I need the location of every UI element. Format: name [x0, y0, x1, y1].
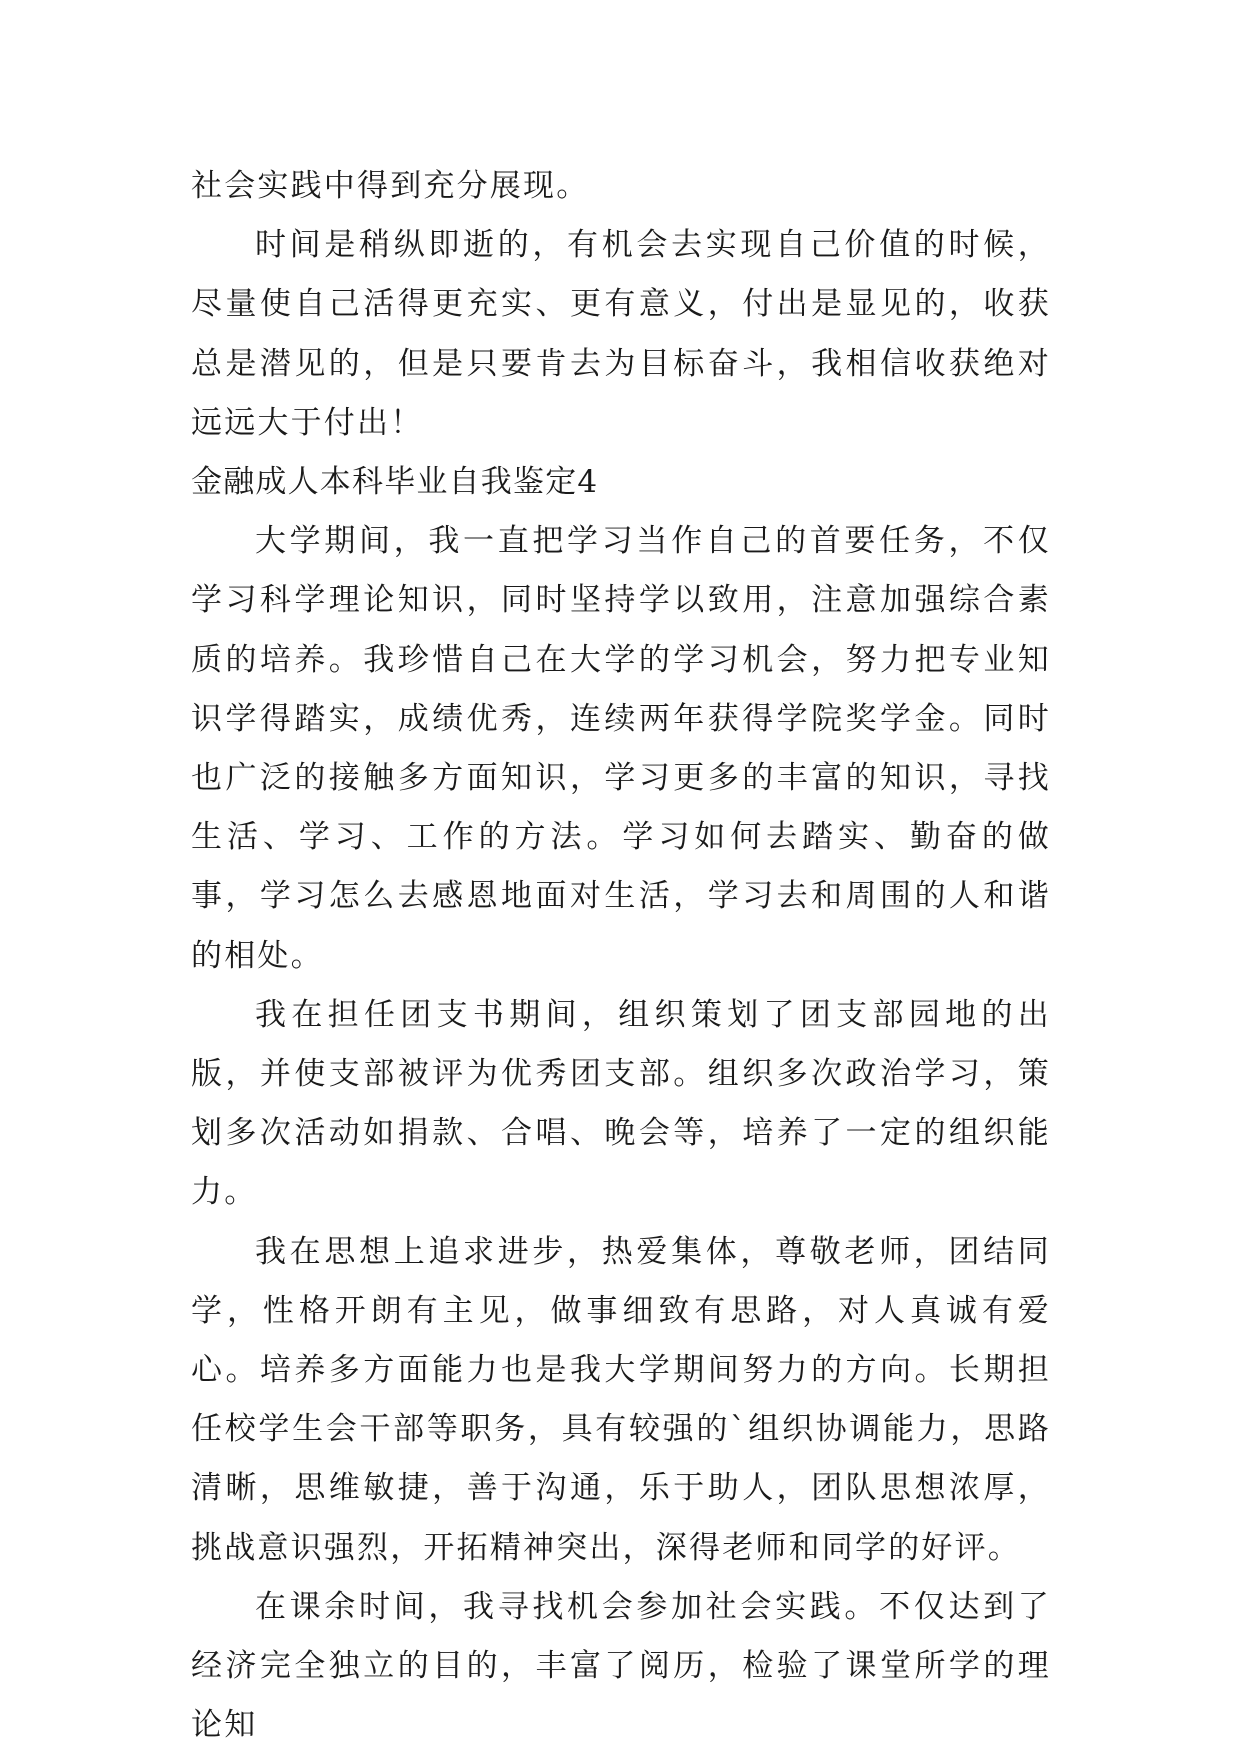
- paragraph: 我在担任团支书期间，组织策划了团支部园地的出版，并使支部被评为优秀团支部。组织多次政治学习，策划多次活动如捐款、合唱、晚会等，培养了一定的组织能力。: [191, 996, 1051, 1211]
- section-heading: 金融成人本科毕业自我鉴定4: [191, 464, 599, 501]
- paragraph: 我在思想上追求进步，热爱集体，尊敬老师，团结同学，性格开朗有主见，做事细致有思路，对人真诚有爱心。培养多方面能力也是我大学期间努力的方向。长期担任校学生会干部等职务，具有较强的`组织协调能力，思路清晰，思维敏捷，善于沟通，乐于助人，团队思想浓厚，挑战意识强烈，开拓精神突出，深得老师和同学的好评。: [191, 1233, 1051, 1566]
- paragraph-continued: 社会实践中得到充分展现。: [191, 168, 590, 204]
- document-body: [191, 157, 1051, 1755]
- paragraph: 时间是稍纵即逝的，有机会去实现自己价值的时候，尽量使自己活得更充实、更有意义，付出是显见的，收获总是潜见的，但是只要肯去为目标奋斗，我相信收获绝对远远大于付出！: [191, 227, 1051, 441]
- paragraph: 大学期间，我一直把学习当作自己的首要任务，不仅学习科学理论知识，同时坚持学以致用，注意加强综合素质的培养。我珍惜自己在大学的学习机会，努力把专业知识学得踏实，成绩优秀，连续两年获得学院奖学金。同时也广泛的接触多方面知识，学习更多的丰富的知识，寻找生活、学习、工作的方法。学习如何去踏实、勤奋的做事，学习怎么去感恩地面对生活，学习去和周围的人和谐的相处。: [191, 523, 1051, 974]
- paragraph: 在课余时间，我寻找机会参加社会实践。不仅达到了经济完全独立的目的，丰富了阅历，检验了课堂所学的理论知: [191, 1588, 1051, 1744]
